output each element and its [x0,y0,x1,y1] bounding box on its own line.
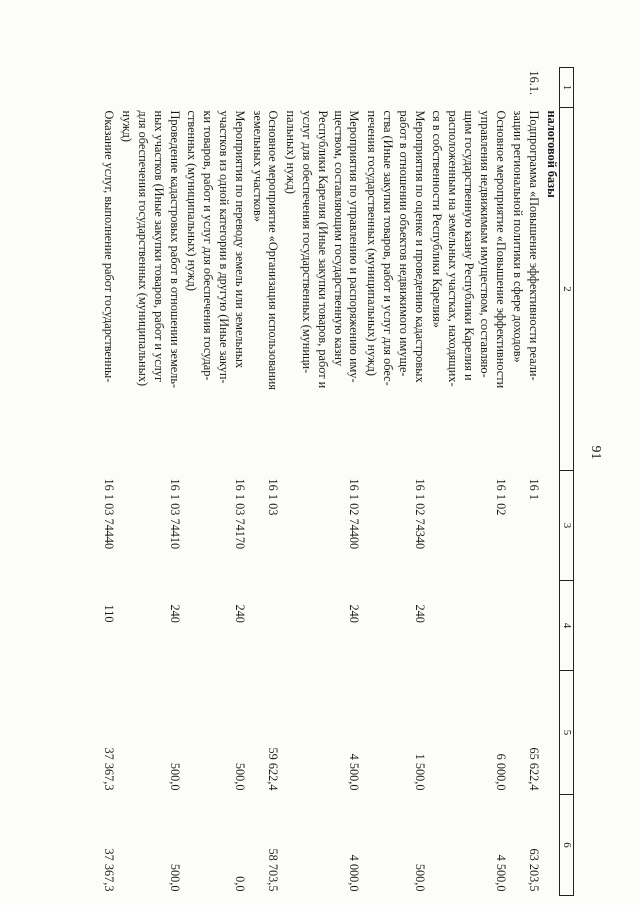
row-expense-type [541,581,559,671]
row-amount-2: 0,0 [232,876,247,892]
column-header: 5 [560,671,574,795]
row-name: Основное мероприятие «Повышение эффективности управления недвижимым имуществом, составляю- щим государственную казну Республики Карелия и расположенным на земельных участках, находящих- ся в собственности Республики Карелия» [430,110,508,389]
row-name: налоговой базы [545,110,559,198]
table-row [116,68,181,896]
row-code: 16 1 [527,478,542,501]
row-code: 16 1 02 74340 [412,478,427,550]
row-expense-type: 240 [412,604,427,623]
row-amount-1: 500,0 [167,762,182,791]
row-number [99,68,117,108]
budget-table-body [99,68,574,896]
row-code: 16 1 02 74400 [347,478,362,550]
row-number [116,68,181,108]
row-code: 16 1 03 74170 [232,478,247,550]
row-amount-2: 4 500,0 [493,854,508,892]
column-header: 6 [560,795,574,896]
row-name: Проведение кадастровых работ в отношении земель- ных участков (Иные закупки товаров, работ и услуг для обеспечения государственных (муниципальных) нужд) [120,110,182,389]
budget-table [99,67,574,896]
row-amount-1: 6 000,0 [493,753,508,791]
row-code: 16 1 02 [493,478,508,516]
row-amount-2: 4 000,0 [347,854,362,892]
row-name: Мероприятия по переводу земель или земельных участков из одной категории в другую (Иные закуп- ки товаров, работ и услуг для обеспечения государ- ственных (муниципальных) нужд) [185,110,247,384]
table-row [247,68,281,896]
row-name: Мероприятия по оценке и проведению кадастровых работ в отношении объектов недвижимого имуще- ства (Иные закупки товаров, работ и услуг для обес- печения государственных (муниципальных) нужд) [365,110,427,386]
row-number [361,68,426,108]
row-expense-type: 110 [102,604,117,623]
row-name: Оказание услуг, выполнение работ государственны- [102,110,117,383]
row-code: 16 1 03 74410 [167,478,182,550]
table-row [541,68,559,896]
row-number [541,68,559,108]
row-code: 16 1 03 74440 [102,478,117,550]
table-row [427,68,508,896]
row-number [280,68,361,108]
table-row [508,68,542,896]
table-row [182,68,247,896]
column-header: 2 [560,108,574,471]
row-code: 16 1 03 [266,478,281,516]
row-amount-2: 500,0 [412,863,427,892]
row-expense-type [508,581,542,671]
row-expense-type: 240 [232,604,247,623]
row-amount-1: 37 367,3 [102,747,117,791]
column-header: 3 [560,471,574,581]
row-amount-1: 59 622,4 [266,747,281,791]
column-header: 4 [560,581,574,671]
row-amount-2: 58 703,5 [266,848,281,892]
row-amount-1: 1 500,0 [412,753,427,791]
row-amount-1: 65 622,4 [527,747,542,791]
row-expense-type [247,581,281,671]
row-number [182,68,247,108]
row-number [427,68,508,108]
row-amount-1 [541,671,559,795]
row-name: Подпрограмма «Повышение эффективности реали- зации региональной политики в сфере доходов» [511,110,542,381]
table-row [280,68,361,896]
row-expense-type: 240 [347,604,362,623]
row-code [541,471,559,581]
page-number: 91 [588,445,603,460]
row-amount-2: 500,0 [167,863,182,892]
row-amount-2: 37 367,3 [102,848,117,892]
row-name: Мероприятия по управлению и распоряжению иму- ществом, составляющим государственную казну Республики Карелия (Иные закупки товаров, работ и услуг для обеспечения государственных (муници- пальных) нужд) [284,110,362,389]
column-header: 1 [560,68,574,108]
row-number [247,68,281,108]
row-expense-type [427,581,508,671]
row-expense-type: 240 [167,604,182,623]
row-amount-2 [541,795,559,896]
row-name: Основное мероприятие «Организация использования земельных участков» [250,110,281,391]
row-amount-1: 4 500,0 [347,753,362,791]
row-amount-2: 63 203,5 [527,848,542,892]
table-row [361,68,426,896]
column-number-row [560,68,574,896]
row-amount-1: 500,0 [232,762,247,791]
table-row [99,68,117,896]
row-number: 16.1. [527,70,542,96]
